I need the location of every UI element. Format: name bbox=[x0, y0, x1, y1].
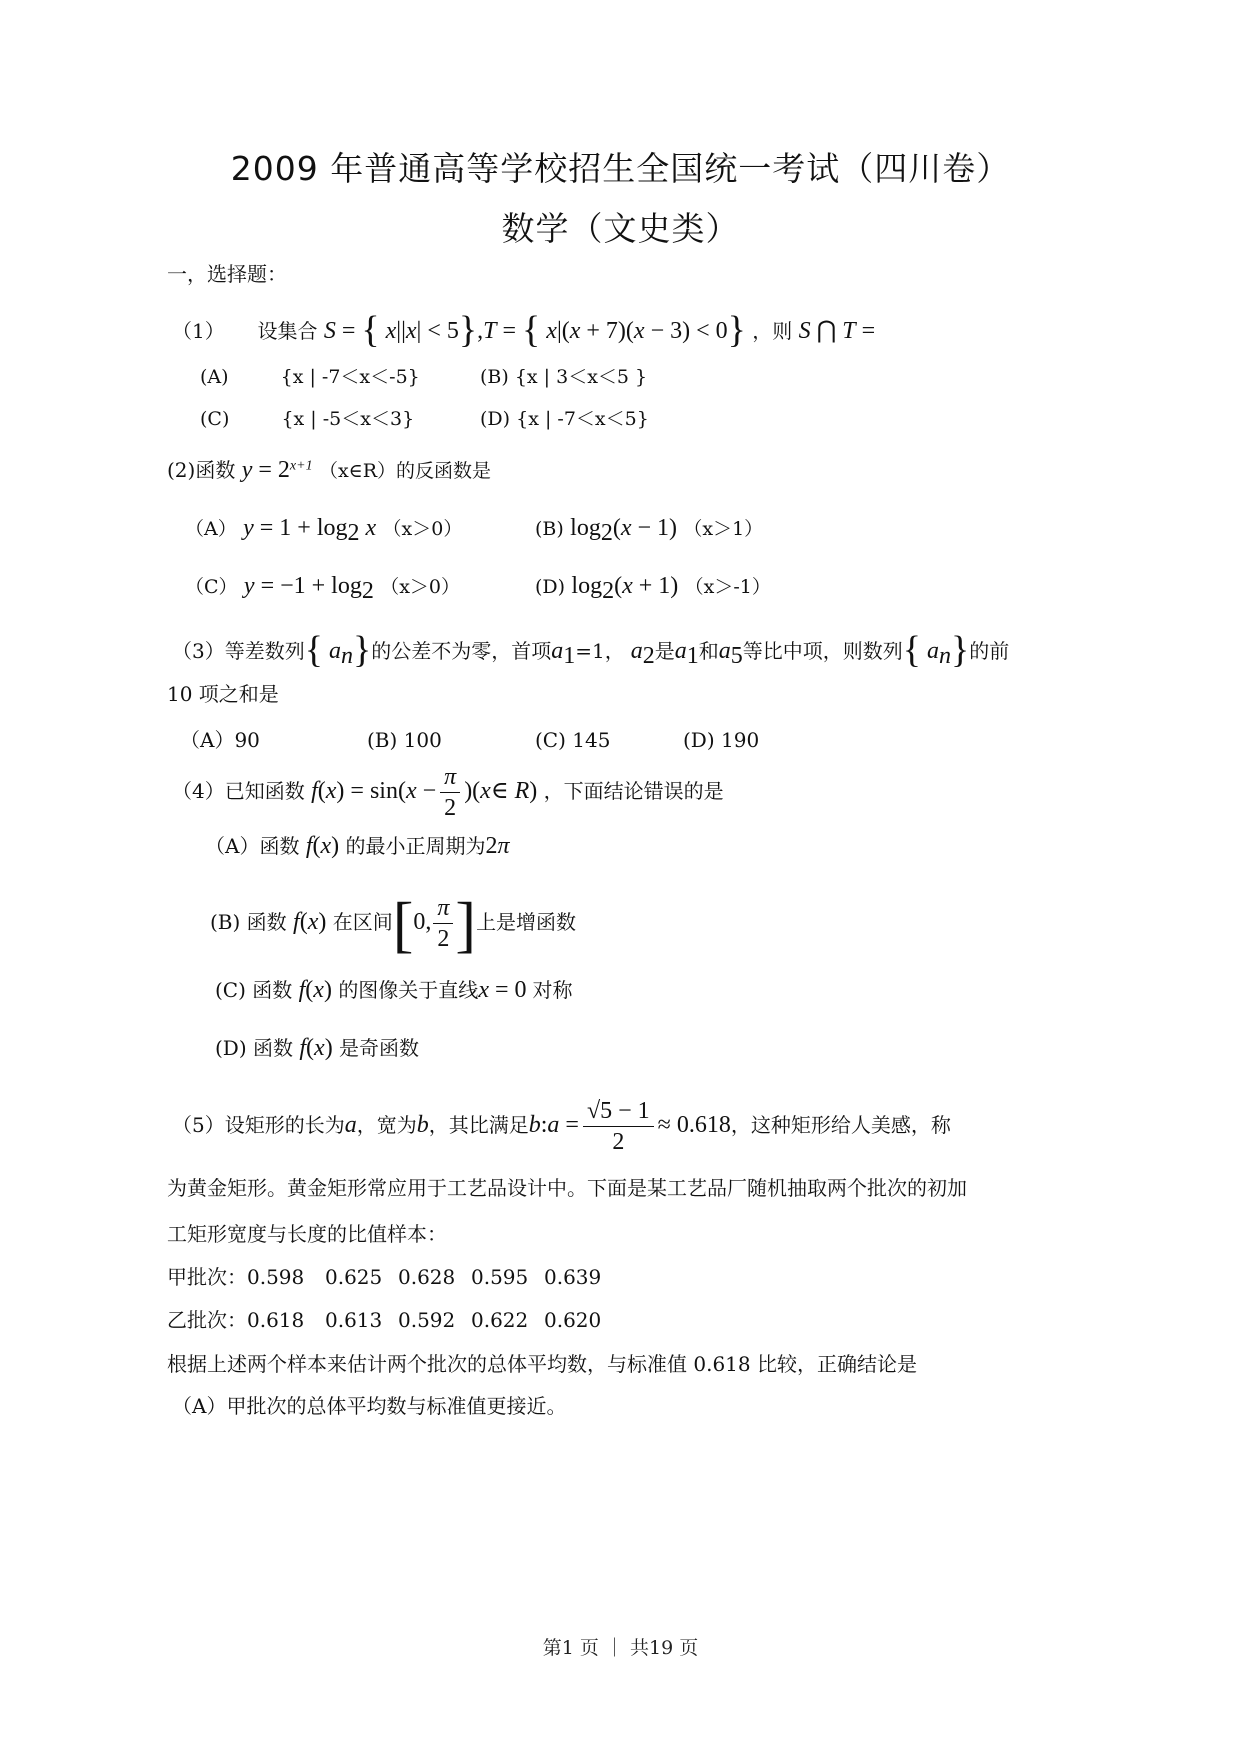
question-text: （x∈R）的反函数是 bbox=[318, 460, 492, 482]
q3-option-d: (D) 190 bbox=[683, 728, 760, 752]
question-text: ，其比满足 bbox=[428, 1113, 529, 1137]
question-2: (2)函数 $y = 2^{x+1}$ （x∈R）的反函数是 bbox=[167, 457, 492, 483]
q2-option-d: (D) $\log_2(x + 1)$ （x＞-1） bbox=[535, 573, 771, 604]
sample-value: 0.592 bbox=[398, 1308, 456, 1332]
question-4: （4）已知函数 f(x) = sin(x − $\frac{\pi}{2}$ )(x∈ R) ，下面结论错误的是 bbox=[172, 764, 724, 821]
question-text: （3）等差数列 bbox=[172, 639, 305, 663]
question-text: 的公差不为零，首项 bbox=[371, 639, 552, 663]
exam-title: 2009 年普通高等学校招生全国统一考试（四川卷） bbox=[230, 149, 1011, 188]
q1-option-d bbox=[480, 408, 649, 431]
option-label: (B) bbox=[480, 366, 509, 388]
sample-value: 0.625 bbox=[325, 1265, 383, 1289]
option-text: （x＞0） bbox=[380, 576, 461, 598]
question-text: （4）已知函数 bbox=[172, 779, 305, 803]
option-label: (B) bbox=[535, 518, 564, 540]
option-text: {x | -7＜x＜5} bbox=[516, 408, 649, 430]
question-text: =1， bbox=[575, 639, 625, 663]
option-text: （x＞-1） bbox=[684, 576, 771, 598]
question-3: （3）等差数列{ $a_n$}的公差不为零，首项$a_1=1$， $a_2$是$a_1$和$a_5$等比中项，则数列{ $a_n$}的前 bbox=[172, 629, 1010, 671]
question-5-line3: 工矩形宽度与长度的比值样本： bbox=[167, 1222, 447, 1246]
question-text: ，宽为 bbox=[356, 1113, 417, 1137]
question-text: ，则 bbox=[752, 319, 793, 343]
question-1: （1） 设集合 S = { x||x| < 5},T = { x|(x + 7)(x − 3) < 0} ，则 S ⋂ T = bbox=[172, 309, 876, 351]
batch-b-row bbox=[167, 1308, 617, 1332]
option-label: (D) bbox=[480, 408, 511, 430]
option-text: (D) 函数 bbox=[215, 1036, 293, 1060]
option-text: 对称 bbox=[532, 978, 573, 1002]
sample-value: 0.620 bbox=[544, 1308, 602, 1332]
q3-option-a: （A）90 bbox=[180, 728, 260, 752]
question-text: （5）设矩形的长为 bbox=[172, 1113, 345, 1137]
batch-label: 乙批次： bbox=[167, 1308, 247, 1332]
option-text: (C) 函数 bbox=[215, 978, 293, 1002]
option-label: （A） bbox=[185, 518, 237, 540]
option-text: （x＞0） bbox=[382, 518, 463, 540]
sample-value: 0.639 bbox=[544, 1265, 602, 1289]
question-5: （5）设矩形的长为a，宽为b，其比满足b:a = $\frac{√5 - 1}{2}$ ≈ 0.618，这种矩形给人美感，称 bbox=[172, 1098, 951, 1155]
question-text: 和 bbox=[698, 639, 719, 663]
question-text: ，下面结论错误的是 bbox=[543, 779, 724, 803]
sample-value: 0.598 bbox=[247, 1265, 305, 1289]
q2-option-a: （A） $y = 1 + \log_2 x$ （x＞0） bbox=[185, 515, 463, 546]
option-text: {x | 3＜x＜5 } bbox=[514, 366, 648, 388]
question-text: 是 bbox=[654, 639, 675, 663]
q2-option-b: (B) $\log_2(x - 1)$ （x＞1） bbox=[535, 515, 764, 546]
q4-option-b: (B) 函数 f(x) 在区间[0, $\frac{\pi}{2}$ ]上是增函数 bbox=[210, 891, 577, 959]
question-text: (2)函数 bbox=[167, 458, 236, 482]
option-text: 上是增函数 bbox=[476, 910, 577, 934]
q1-option-a bbox=[200, 366, 420, 389]
q2-option-c: （C） $y = -1 + \log_2 (x>0)$ bbox=[185, 573, 461, 604]
option-text: 的最小正周期为 bbox=[345, 834, 486, 858]
batch-a-row bbox=[167, 1265, 617, 1289]
q3-option-b: (B) 100 bbox=[367, 728, 442, 752]
option-text: 是奇函数 bbox=[339, 1036, 420, 1060]
option-text: {x | -5＜x＜3} bbox=[281, 408, 415, 430]
question-text: 等比中项，则数列 bbox=[742, 639, 903, 663]
q4-option-a: （A）函数 f(x) 的最小正周期为2π bbox=[205, 833, 510, 859]
batch-label: 甲批次： bbox=[167, 1265, 247, 1289]
math-formula: S bbox=[323, 318, 336, 344]
question-5-line2: 为黄金矩形。黄金矩形常应用于工艺品设计中。下面是某工艺品厂随机抽取两个批次的初加 bbox=[167, 1176, 967, 1200]
option-text: 在区间 bbox=[332, 910, 393, 934]
option-label: （C） bbox=[185, 576, 238, 598]
question-text: ，这种矩形给人美感，称 bbox=[730, 1113, 951, 1137]
option-text: （x＞1） bbox=[683, 518, 764, 540]
option-text: {x | -7＜x＜-5} bbox=[280, 366, 420, 388]
sample-value: 0.595 bbox=[471, 1265, 529, 1289]
question-number: （1） bbox=[172, 319, 225, 343]
question-text: 设集合 bbox=[257, 319, 318, 343]
sample-value: 0.613 bbox=[325, 1308, 383, 1332]
q1-option-c bbox=[200, 408, 414, 431]
option-text: (B) 函数 bbox=[210, 910, 287, 934]
exam-subtitle: 数学（文史类） bbox=[501, 209, 740, 248]
q1-option-b bbox=[480, 366, 647, 389]
option-label: (C) bbox=[200, 408, 230, 430]
fraction: $\frac{\pi}{2}$ bbox=[433, 893, 453, 954]
q4-option-c: (C) 函数 f(x) 的图像关于直线x = 0 对称 bbox=[215, 977, 573, 1003]
option-label: (A) bbox=[200, 366, 229, 388]
sample-value: 0.628 bbox=[398, 1265, 456, 1289]
option-text: 的图像关于直线 bbox=[338, 978, 479, 1002]
q3-option-c: (C) 145 bbox=[535, 728, 611, 752]
question-5-line6: 根据上述两个样本来估计两个批次的总体平均数，与标准值 0.618 比较，正确结论是 bbox=[167, 1352, 917, 1376]
option-text: （A）函数 bbox=[205, 834, 300, 858]
question-text: 的前 bbox=[969, 639, 1010, 663]
section-heading: 一，选择题： bbox=[167, 262, 287, 286]
page-footer: 第1 页 ｜ 共19 页 bbox=[542, 1637, 699, 1659]
option-label: (D) bbox=[535, 576, 566, 598]
q5-option-a: （A）甲批次的总体平均数与标准值更接近。 bbox=[172, 1394, 567, 1418]
fraction: $\frac{√5 - 1}{2}$ bbox=[583, 1096, 654, 1157]
question-3-line2: 10 项之和是 bbox=[167, 682, 279, 706]
q4-option-d: (D) 函数 f(x) 是奇函数 bbox=[215, 1035, 420, 1061]
fraction: $\frac{\pi}{2}$ bbox=[440, 762, 460, 823]
sample-value: 0.618 bbox=[247, 1308, 305, 1332]
sample-value: 0.622 bbox=[471, 1308, 529, 1332]
